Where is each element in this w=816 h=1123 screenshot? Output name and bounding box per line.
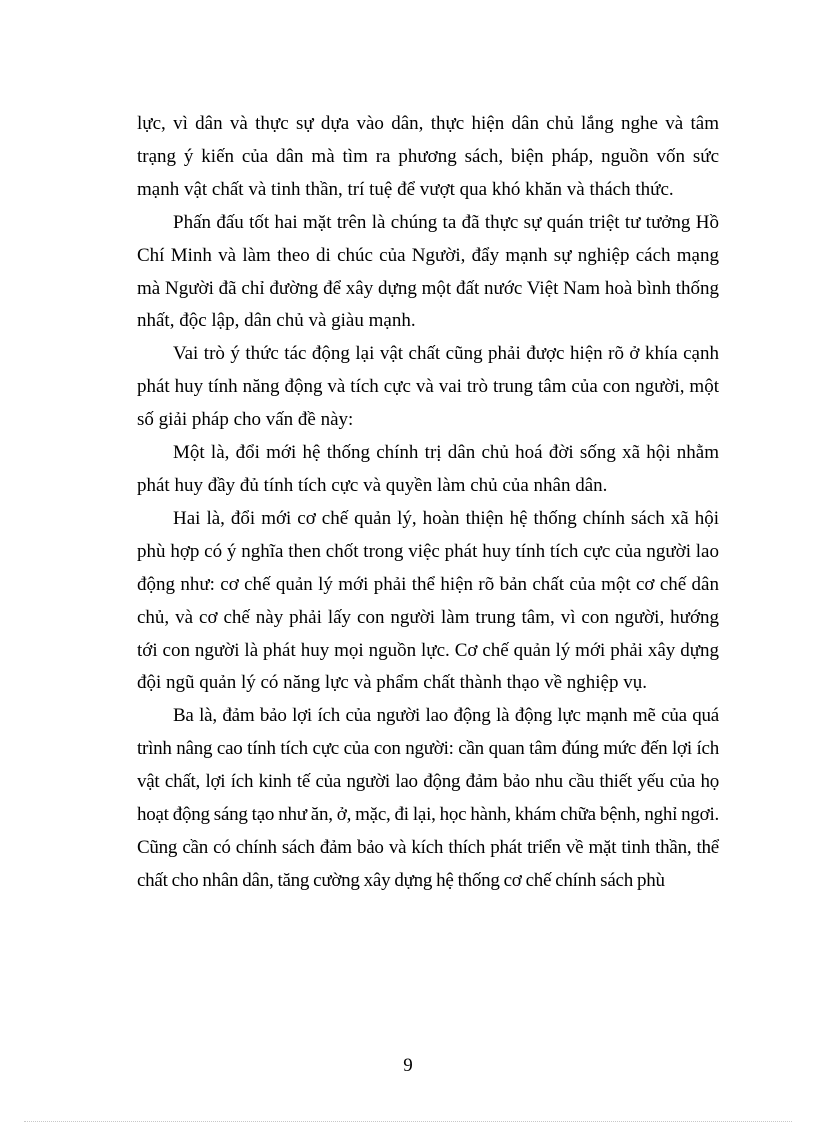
paragraph-solution-one: Một là, đổi mới hệ thống chính trị dân chủ hoá đời sống xã hội nhằm phát huy đầy đủ tính tích cực và quyền làm chủ của nhân dân. bbox=[137, 442, 719, 496]
page-bottom-divider bbox=[24, 1121, 792, 1122]
body-text bbox=[137, 108, 719, 898]
paragraph-role-of-consciousness: Vai trò ý thức tác động lại vật chất cũng phải được hiện rõ ở khía cạnh phát huy tính năng động và tích cực và vai trò trung tâm của con người, một số giải pháp cho vấn đề này: bbox=[137, 343, 719, 431]
page-number: 9 bbox=[403, 1055, 413, 1076]
paragraph-ho-chi-minh: Phấn đấu tốt hai mặt trên là chúng ta đã thực sự quán triệt tư tưởng Hồ Chí Minh và làm theo di chúc của Người, đẩy mạnh sự nghiệp cách mạng mà Người đã chỉ đường để xây dựng một đất nước Việt Nam hoà bình thống nhất, độc lập, dân chủ và giàu mạnh. bbox=[137, 211, 719, 332]
paragraph-solution-three: Ba là, đảm bảo lợi ích của người lao động là động lực mạnh mẽ của quá trình nâng cao tính tích cực của con người: cần quan tâm đúng mức đến lợi ích vật chất, lợi ích kinh tế của người lao động đảm bảo nhu cầu thiết yếu của họ hoạt động sáng tạo như ăn, ở, mặc, đi lại, học hành, khám chữa bệnh, nghỉ ngơi. Cũng cần có chính sách đảm bảo và kích thích phát triển về mặt tinh thần, thể chất cho nhân dân, tăng cường xây dựng hệ thống cơ chế chính sách phù bbox=[137, 705, 719, 891]
paragraph-continuation: lực, vì dân và thực sự dựa vào dân, thực hiện dân chủ lắng nghe và tâm trạng ý kiến của dân mà tìm ra phương sách, biện pháp, nguồn vốn sức mạnh vật chất và tinh thần, trí tuệ để vượt qua khó khăn và thách thức. bbox=[137, 113, 719, 200]
paragraph-solution-two: Hai là, đổi mới cơ chế quản lý, hoàn thiện hệ thống chính sách xã hội phù hợp có ý nghĩa then chốt trong việc phát huy tính tích cực của người lao động như: cơ chế quản lý mới phải thể hiện rõ bản chất của một cơ chế dân chủ, và cơ chế này phải lấy con người làm trung tâm, vì con người, hướng tới con người là phát huy mọi nguồn lực. Cơ chế quản lý mới phải xây dựng đội ngũ quản lý có năng lực và phẩm chất thành thạo về nghiệp vụ. bbox=[137, 507, 719, 694]
